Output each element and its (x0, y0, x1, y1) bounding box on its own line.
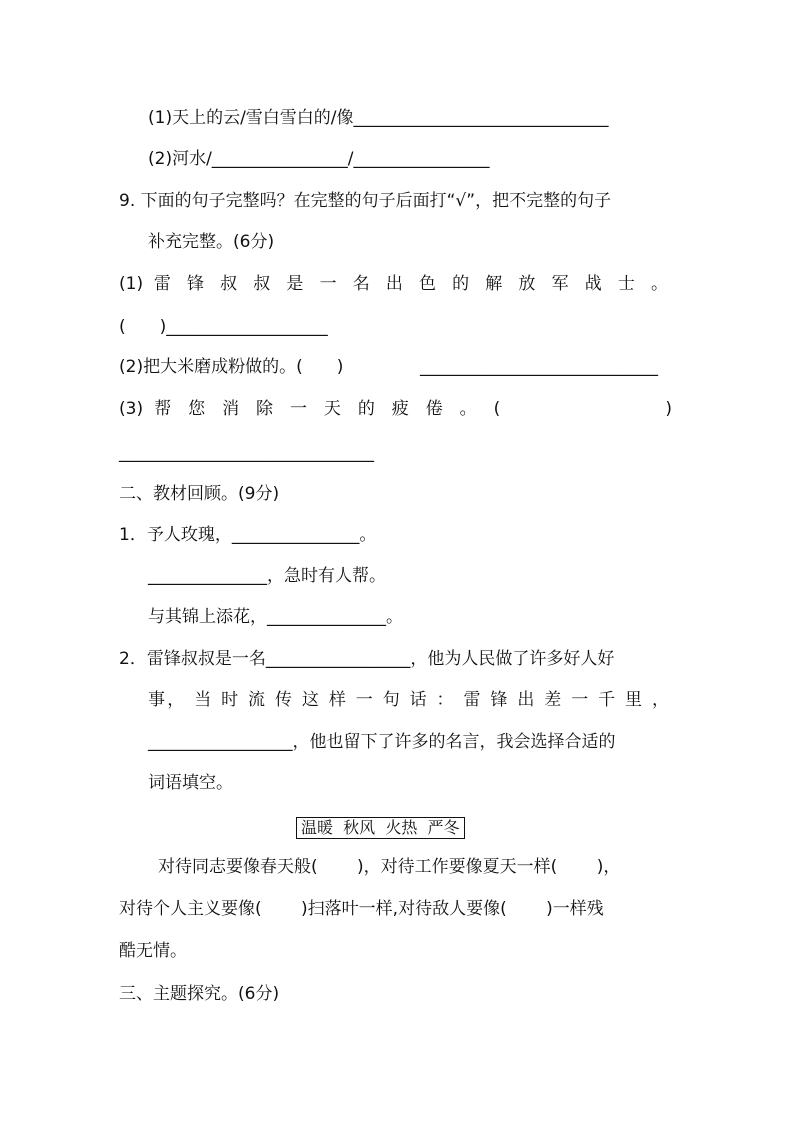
q9-item-1: (1) 雷 锋 叔 叔 是 一 名 出 色 的 解 放 军 战 士 。 (119, 274, 668, 294)
q9-item-3-blank: ______________________________ (119, 443, 374, 463)
q9-item-3: (3) 帮 您 消 除 一 天 的 疲 倦 。 ( ) (119, 399, 672, 419)
q9-item-2: (2)把大米磨成粉做的。( ) (119, 357, 344, 377)
q8-subitem-1: (1)天上的云/雪白雪白的/像______________________________ (148, 108, 609, 128)
section-2-title: 二、教材回顾。(9分) (119, 484, 280, 504)
fill-blank-line-3: 酷无情。 (119, 941, 187, 961)
word-choice-box: 温暖 秋风 火热 严冬 (296, 817, 465, 839)
s2-q2-line-4: 词语填空。 (148, 773, 233, 793)
fill-blank-line-1: 对待同志要像春天般( )，对待工作要像夏天一样( )， (158, 857, 621, 877)
section-3-title: 三、主题探究。(6分) (119, 984, 280, 1004)
q9-item-1-answer: ( )___________________ (119, 317, 328, 337)
q8-subitem-2: (2)河水/________________/________________ (148, 149, 490, 169)
s2-q2-line-2: 事， 当 时 流 传 这 样 一 句 话 ： 雷 锋 出 差 一 千 里 ， (148, 690, 669, 710)
fill-blank-line-2: 对待个人主义要像( )扫落叶一样,对待敌人要像( )一样残 (119, 899, 604, 919)
s2-q2-line-3: _________________，他也留下了许多的名言，我会选择合适的 (148, 732, 616, 752)
s2-q1-line-1: 1．予人玫瑰，_______________。 (119, 525, 377, 545)
q9-title-line-1: 9. 下面的句子完整吗？在完整的句子后面打“√”，把不完整的句子 (119, 191, 612, 211)
q9-title-line-2: 补充完整。(6分) (148, 232, 275, 252)
s2-q1-line-2: ______________，急时有人帮。 (148, 566, 386, 586)
s2-q1-line-3: 与其锦上添花，______________。 (148, 607, 403, 627)
s2-q2-line-1: 2．雷锋叔叔是一名_________________，他为人民做了许多好人好 (119, 649, 615, 669)
q9-item-2-blank: ____________________________ (420, 357, 658, 377)
